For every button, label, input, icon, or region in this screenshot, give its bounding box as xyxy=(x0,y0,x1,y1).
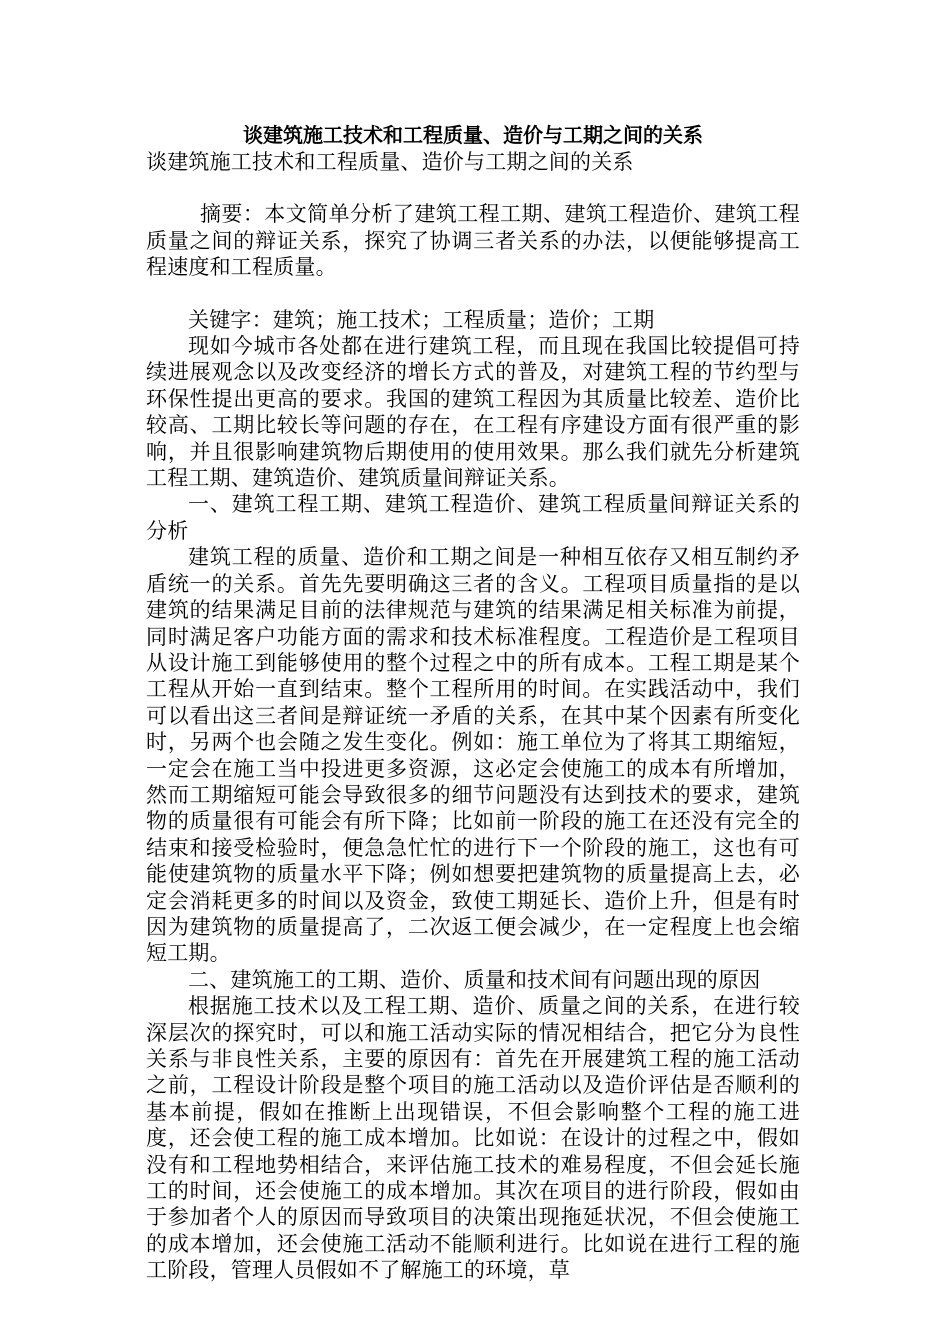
section-heading-2: 二、建筑施工的工期、造价、质量和技术间有问题出现的原因 xyxy=(188,967,761,992)
body-paragraph-causes: 根据施工技术以及工程工期、造价、质量之间的关系，在进行较深层次的探究时，可以和施工活动实际的情况相结合，把它分为良性关系与非良性关系，主要的原因有：首先在开展建筑工程的施工活动之前，工程设计阶段是整个项目的施工活动以及造价评估是否顺利的基本前提，假如在推断上出现错误，不但会影响整个工程的施工进度，还会使工程的施工成本增加。比如说：在设计的过程之中，假如没有和工程地势相结合，来评估施工技术的难易程度，不但会延长施工的时间，还会使施工的成本增加。其次在项目的进行阶段，假如由于参加者个人的原因而导致项目的决策出现拖延状况，不但会使施工的成本增加，还会使施工活动不能顺利进行。比如说在进行工程的施工阶段，管理人员假如不了解施工的环境，草 xyxy=(146,994,800,1283)
section-heading-1: 一、建筑工程工期、建筑工程造价、建筑工程质量间辩证关系的分析 xyxy=(146,492,800,543)
keywords-line: 关键字：建筑；施工技术；工程质量；造价；工期 xyxy=(188,307,655,332)
abstract-paragraph: 摘要：本文简单分析了建筑工程工期、建筑工程造价、建筑工程质量之间的辩证关系，探究了协调三者关系的办法，以便能够提高工程速度和工程质量。 xyxy=(146,202,800,280)
document-page xyxy=(146,121,800,1284)
body-paragraph-relationship: 建筑工程的质量、造价和工期之间是一种相互依存又相互制约矛盾统一的关系。首先先要明确这三者的含义。工程项目质量指的是以建筑的结果满足目前的法律规范与建筑的结果满足相关标准为前提，同时满足客户功能方面的需求和技术标准程度。工程造价是工程项目从设计施工到能够使用的整个过程之中的所有成本。工程工期是某个工程从开始一直到结束。整个工程所用的时间。在实践活动中，我们可以看出这三者间是辩证统一矛盾的关系，在其中某个因素有所变化时，另两个也会随之发生变化。例如：施工单位为了将其工期缩短，一定会在施工当中投进更多资源，这必定会使施工的成本有所增加，然而工期缩短可能会导致很多的细节问题没有达到技术的要求，建筑物的质量很有可能会有所下降；比如前一阶段的施工在还没有完全的结束和接受检验时，便急急忙忙的进行下一个阶段的施工，这也有可能使建筑物的质量水平下降；例如想要把建筑物的质量提高上去，必定会消耗更多的时间以及资金，致使工期延长、造价上升，但是有时因为建筑物的质量提高了，二次返工便会减少，在一定程度上也会缩短工期。 xyxy=(146,545,800,966)
body-paragraph-intro: 现如今城市各处都在进行建筑工程，而且现在我国比较提倡可持续进展观念以及改变经济的增长方式的普及，对建筑工程的节约型与环保性提出更高的要求。我国的建筑工程因为其质量比较差、造价比较高、工期比较长等问题的存在，在工程有序建设方面有很严重的影响，并且很影响建筑物后期使用的使用效果。那么我们就先分析建筑工程工期、建筑造价、建筑质量间辩证关系。 xyxy=(146,334,800,491)
document-subtitle: 谈建筑施工技术和工程质量、造价与工期之间的关系 xyxy=(146,150,634,174)
document-title: 谈建筑施工技术和工程质量、造价与工期之间的关系 xyxy=(243,123,703,147)
